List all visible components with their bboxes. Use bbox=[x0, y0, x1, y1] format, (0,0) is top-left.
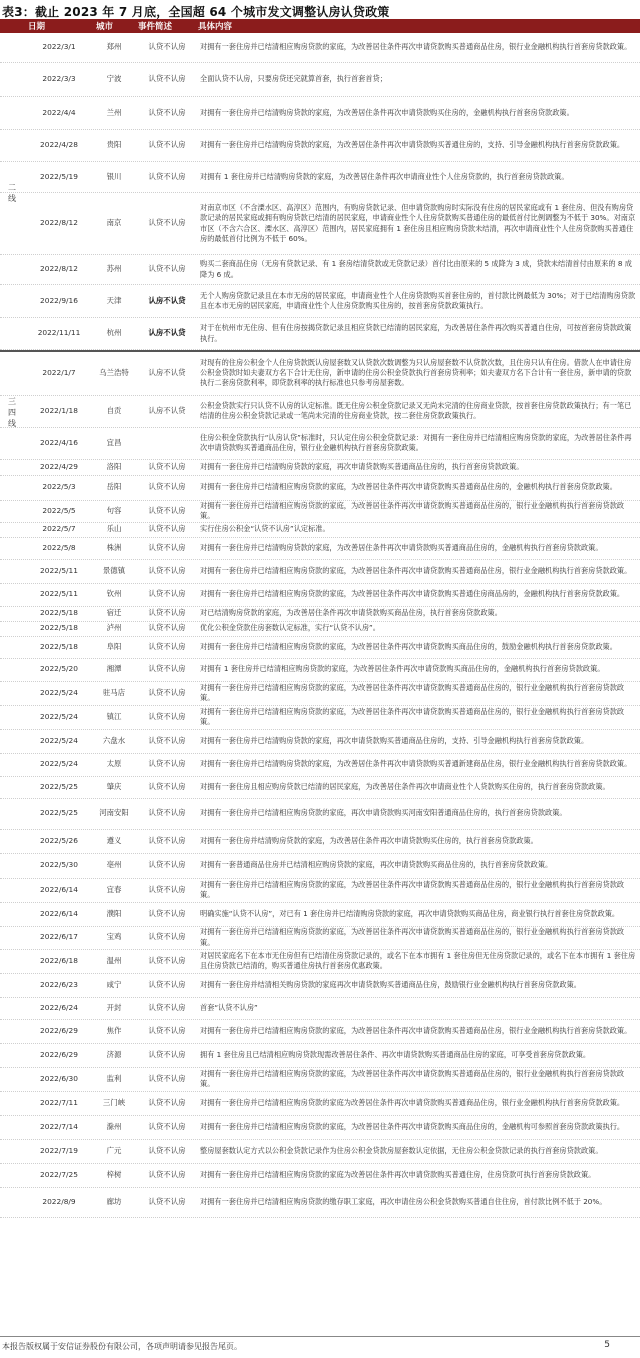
date-cell: 2022/5/8 bbox=[42, 542, 76, 552]
table-row bbox=[0, 501, 640, 523]
city-cell: 银川 bbox=[106, 171, 122, 181]
table-row bbox=[0, 730, 640, 754]
desc-cell: 对拥有一套住房并已结清相应购房贷款的家庭，为改善居住条件再次申请贷款购买普通商品住房，银行业金融机构执行首套房贷款政策。 bbox=[200, 42, 632, 52]
desc-cell: 对拥有一套住房并结清相关购房贷款的家庭再次申请贷款购买普通商品住房，鼓励银行业金融机构执行首套房贷款政策。 bbox=[200, 979, 581, 989]
desc-cell: 全面认贷不认房，只要房贷还完就算首套，执行首套首贷； bbox=[200, 74, 387, 84]
date-cell: 2022/4/16 bbox=[40, 437, 78, 447]
table-row bbox=[0, 754, 640, 777]
tier34-group-a bbox=[0, 352, 640, 460]
table-row bbox=[0, 974, 640, 998]
date-cell: 2022/5/18 bbox=[40, 608, 78, 618]
table-row bbox=[0, 682, 640, 706]
city-cell: 焦作 bbox=[106, 1025, 122, 1035]
table-row bbox=[0, 476, 640, 501]
table-row bbox=[0, 560, 640, 584]
date-cell: 2022/5/19 bbox=[40, 171, 78, 181]
event-cell: 认贷不认房 bbox=[148, 542, 186, 552]
desc-cell: 对居民家庭名下在本市无住房但有已结清住房贷款记录的，或名下在本市拥有 1 套住房但无住房贷款记录的，或名下在本市拥有 1 套住房且住房贷款已结清的，购买普通住房执行首套房优惠政策。 bbox=[200, 950, 636, 971]
date-cell: 2022/5/26 bbox=[40, 835, 78, 845]
city-cell: 乐山 bbox=[106, 524, 122, 534]
tier34-group-b bbox=[0, 460, 640, 1218]
city-cell: 贵阳 bbox=[106, 140, 122, 150]
date-cell: 2022/6/23 bbox=[40, 979, 78, 989]
city-cell: 杭州 bbox=[106, 328, 122, 338]
date-cell: 2022/1/7 bbox=[42, 367, 76, 377]
desc-cell: 优化公积金贷款住房套数认定标准，实行“认贷不认房”。 bbox=[200, 623, 380, 633]
table-row bbox=[0, 193, 640, 255]
date-cell: 2022/4/4 bbox=[42, 107, 76, 117]
city-cell: 湘潭 bbox=[106, 664, 122, 674]
date-cell: 2022/8/12 bbox=[40, 264, 78, 274]
date-cell: 2022/1/18 bbox=[40, 405, 78, 415]
event-cell: 认贷不认房 bbox=[148, 1145, 186, 1155]
date-cell: 2022/5/11 bbox=[40, 589, 78, 599]
event-cell: 认贷不认房 bbox=[148, 565, 186, 575]
page-number: 5 bbox=[604, 1340, 610, 1350]
event-cell: 认贷不认房 bbox=[148, 42, 186, 52]
table-row bbox=[0, 998, 640, 1020]
desc-cell: 购买二套商品住房（无房有贷款记录、有 1 套房结清贷款或无贷款记录）首付比由原来的 5 成降为 3 成，贷款未结清首付由原来的 8 成降为 6 成。 bbox=[200, 259, 632, 279]
table-row bbox=[0, 318, 640, 350]
date-cell: 2022/5/24 bbox=[40, 759, 78, 769]
date-cell: 2022/5/24 bbox=[40, 711, 78, 721]
desc-cell: 对拥有一套住房并已结清相应购房贷款的家庭，为改善居住条件再次申请贷款购买普通商品住房的，银行业金融机构执行首套房贷款政策。 bbox=[200, 1068, 625, 1089]
table-body bbox=[0, 33, 640, 1330]
event-cell: 认房不认贷 bbox=[148, 405, 186, 415]
event-cell: 认贷不认房 bbox=[148, 1002, 186, 1012]
city-cell: 广元 bbox=[106, 1145, 122, 1155]
col-header-date: 日期 bbox=[28, 22, 46, 32]
event-cell: 认贷不认房 bbox=[148, 711, 186, 721]
date-cell: 2022/5/11 bbox=[40, 565, 78, 575]
date-cell: 2022/6/29 bbox=[40, 1025, 78, 1035]
city-cell: 苏州 bbox=[106, 264, 122, 274]
city-cell: 镇江 bbox=[106, 711, 122, 721]
event-cell: 认贷不认房 bbox=[148, 608, 186, 618]
city-cell: 驻马店 bbox=[102, 687, 126, 697]
city-cell: 乌兰浩特 bbox=[99, 367, 129, 377]
table-header bbox=[0, 19, 640, 33]
desc-cell: 对现有的住房公积金个人住房贷款既认房屋套数又认贷款次数调整为只认房屋套数不认贷款次数，且住房只认有住房。借款人在申请住房公积金贷款时如夫妻双方名下合计无住房，新申请的住房公积金贷款执行首套房贷利率；如夫妻双方名下合计有一套住房，新申请的贷款执行二套房贷款利率，即贷款利率的执行标准也只参考房屋套数。 bbox=[200, 357, 632, 388]
table-row bbox=[0, 255, 640, 285]
city-cell: 郑州 bbox=[106, 42, 122, 52]
desc-cell: 明确实施“认贷不认房”，对已有 1 套住房并已结清购房贷款的家庭，再次申请贷款购买商品住房，商业银行执行首套住房贷款政策。 bbox=[200, 908, 620, 918]
date-cell: 2022/6/18 bbox=[40, 955, 78, 965]
city-cell: 兰州 bbox=[106, 107, 122, 117]
table-row bbox=[0, 799, 640, 830]
table-row bbox=[0, 706, 640, 730]
table-row bbox=[0, 903, 640, 927]
event-cell: 认贷不认房 bbox=[148, 482, 186, 492]
city-cell: 宜昌 bbox=[106, 437, 122, 447]
table-row bbox=[0, 584, 640, 607]
date-cell: 2022/5/3 bbox=[42, 482, 76, 492]
date-cell: 2022/5/30 bbox=[40, 860, 78, 870]
city-cell: 六盘水 bbox=[102, 735, 126, 745]
desc-cell: 对拥有一套住房并已结清购房贷款的家庭，再次申请贷款购买普通商品住房的，执行首套房贷款政策。 bbox=[200, 461, 524, 471]
event-cell: 认贷不认房 bbox=[148, 218, 186, 228]
table-row bbox=[0, 607, 640, 622]
event-cell: 认贷不认房 bbox=[148, 1169, 186, 1179]
date-cell: 2022/5/7 bbox=[42, 524, 76, 534]
table-row bbox=[0, 460, 640, 476]
table-row bbox=[0, 1116, 640, 1140]
date-cell: 2022/5/18 bbox=[40, 623, 78, 633]
desc-cell: 对拥有一套住房并已结清购房贷款的家庭，再次申请贷款购买普通商品住房的，支持、引导金融机构执行首套房贷款政策。 bbox=[200, 735, 589, 745]
event-cell: 认贷不认房 bbox=[148, 641, 186, 651]
desc-cell: 首套“认贷不认房” bbox=[200, 1002, 258, 1012]
table-row bbox=[0, 622, 640, 637]
city-cell: 肇庆 bbox=[106, 781, 122, 791]
event-cell: 认贷不认房 bbox=[148, 781, 186, 791]
city-cell: 温州 bbox=[106, 955, 122, 965]
city-cell: 景德镇 bbox=[102, 565, 126, 575]
event-cell: 认贷不认房 bbox=[148, 264, 186, 274]
desc-cell: 住房公积金贷款执行“认房认贷”标准时，只认定住房公积金贷款记录：对拥有一套住房并已结清相应购房贷款的家庭，为改善居住条件再次申请贷款购买普通商品住房，银行业金融机构执行首套房贷款政策。 bbox=[200, 432, 632, 453]
date-cell: 2022/6/30 bbox=[40, 1073, 78, 1083]
city-cell: 宁波 bbox=[106, 74, 122, 84]
table-row bbox=[0, 523, 640, 538]
desc-cell: 实行住房公积金“认贷不认房”认定标准。 bbox=[200, 524, 330, 534]
date-cell: 2022/6/17 bbox=[40, 932, 78, 942]
table-row bbox=[0, 33, 640, 63]
desc-cell: 对拥有 1 套住房并已结清购房贷款的家庭，为改善居住条件再次申请商业性个人住房贷款的，执行首套房贷款政策。 bbox=[200, 171, 569, 181]
date-cell: 2022/5/5 bbox=[42, 505, 76, 515]
desc-cell: 对拥有一套住房并已结清相应购房贷款的家庭，为改善居住条件再次申请贷款购买普通商品住房的，银行业金融机构执行首套房贷款政策。 bbox=[200, 500, 625, 521]
desc-cell: 对拥有一套住房并已结清购房贷款的家庭，为改善居住条件再次申请贷款购买普通新建商品住房，银行业金融机构执行首套房贷款政策。 bbox=[200, 759, 632, 769]
table-row bbox=[0, 1044, 640, 1068]
event-cell: 认贷不认房 bbox=[148, 955, 186, 965]
desc-cell: 对南京市区（不含溧水区、高淳区）范围内，有购房贷款记录、但申请贷款购房时实际没有住房的居民家庭或有 1 套住房、但没有购房贷款记录的居民家庭或拥有购房贷款已结清的居民家庭，申请商业性个人住房贷款购买普通住房的最低首付比例调整为不低于 30%。对南京市区（不含六合区、溧水区、高淳区）范围内，居民家庭拥有 1 套住房且相应购房贷款未结清，再次申请商业性个人住房贷款购买普通住房的最低首付比例为不低于 60%。 bbox=[200, 203, 636, 243]
city-cell: 句容 bbox=[106, 505, 122, 515]
event-cell: 认贷不认房 bbox=[148, 1025, 186, 1035]
city-cell: 遵义 bbox=[106, 835, 122, 845]
table-row bbox=[0, 428, 640, 460]
event-cell: 认贷不认房 bbox=[148, 1097, 186, 1107]
desc-cell: 对拥有一套住房并结清购房贷款的家庭，为改善居住条件再次申请贷款购买住房的，执行首套房贷款政策。 bbox=[200, 835, 538, 845]
desc-cell: 拥有 1 套住房且已结清相应购房贷款现需改善居住条件、再次申请贷款购买普通商品住房的家庭，可享受首套房贷款政策。 bbox=[200, 1049, 591, 1059]
table-row bbox=[0, 637, 640, 659]
city-cell: 亳州 bbox=[106, 860, 122, 870]
desc-cell: 对拥有一套住房并已结清购房贷款的家庭，为改善居住条件再次申请贷款购买普通住房的，支持、引导金融机构执行首套房贷款政策。 bbox=[200, 140, 625, 150]
event-cell: 认贷不认房 bbox=[148, 884, 186, 894]
city-cell: 宝鸡 bbox=[106, 932, 122, 942]
table-row bbox=[0, 97, 640, 130]
desc-cell: 对拥有一套住房且相应购房贷款已结清的居民家庭，为改善居住条件再次申请商业性个人贷款购买住房的，执行首套房贷款政策。 bbox=[200, 781, 610, 791]
city-cell: 梓树 bbox=[106, 1169, 122, 1179]
event-cell: 认贷不认房 bbox=[148, 461, 186, 471]
city-cell: 济源 bbox=[106, 1049, 122, 1059]
event-cell: 认贷不认房 bbox=[148, 505, 186, 515]
date-cell: 2022/11/11 bbox=[37, 328, 81, 338]
desc-cell: 对拥有一套住房并已结清相应购房贷款的家庭为改善居住条件再次申请贷款购买普通住房，住房贷款可执行首套房贷款政策。 bbox=[200, 1169, 596, 1179]
table-row bbox=[0, 1068, 640, 1092]
table-row bbox=[0, 63, 640, 97]
table-row bbox=[0, 396, 640, 428]
table-title: 表3：截止 2023 年 7 月底，全国超 64 个城市发文调整认房认贷政策 bbox=[2, 5, 390, 19]
date-cell: 2022/5/24 bbox=[40, 687, 78, 697]
event-cell: 认贷不认房 bbox=[148, 1049, 186, 1059]
table-row bbox=[0, 162, 640, 193]
event-cell: 认贷不认房 bbox=[148, 687, 186, 697]
desc-cell: 对拥有一套住房并已结清相应购房贷款的家庭，为改善居住条件再次申请贷款购买普通商品住房的，金融机构执行首套房贷款政策。 bbox=[200, 482, 617, 492]
city-cell: 河南安阳 bbox=[99, 808, 129, 818]
city-cell: 钦州 bbox=[106, 589, 122, 599]
city-cell: 洛阳 bbox=[106, 461, 122, 471]
event-cell: 认房不认贷 bbox=[148, 328, 186, 338]
date-cell: 2022/5/18 bbox=[40, 641, 78, 651]
table-row bbox=[0, 285, 640, 318]
event-cell: 认贷不认房 bbox=[148, 860, 186, 870]
event-cell: 认贷不认房 bbox=[148, 908, 186, 918]
desc-cell: 对拥有一套住房并已结清相应购房贷款的家庭，为改善居住条件再次申请贷款购买商品住房的，金融机构可参照首套房贷款政策执行。 bbox=[200, 1121, 625, 1131]
table-row bbox=[0, 854, 640, 879]
desc-cell: 对拥有一套住房并已结清相应购房贷款的家庭，为改善居住条件再次申请贷款购买普通商品住房的，银行业金融机构执行首套房贷款政策。 bbox=[200, 706, 625, 727]
desc-cell: 对拥有一套住房并已结清购房贷款的家庭，为改善居住条件再次申请贷款购买普通商品住房的，金融机构执行首套房贷款政策。 bbox=[200, 542, 603, 552]
desc-cell: 对拥有一套住房并已结清相应购房贷款的家庭，再次申请贷款购买河南安阳普通商品住房的，执行首套房贷款政策。 bbox=[200, 808, 567, 818]
table-row bbox=[0, 1020, 640, 1044]
col-header-desc: 具体内容 bbox=[198, 22, 233, 32]
city-cell: 太原 bbox=[106, 759, 122, 769]
city-cell: 天津 bbox=[106, 295, 122, 305]
desc-cell: 对拥有一套住房并已结清相应购房贷款的家庭，为改善居住条件再次申请贷款购买普通商品住房，银行业金融机构执行首套房贷款政策。 bbox=[200, 1025, 632, 1035]
city-cell: 宜春 bbox=[106, 884, 122, 894]
date-cell: 2022/4/28 bbox=[40, 140, 78, 150]
event-cell: 认贷不认房 bbox=[148, 1196, 186, 1206]
tier2-group bbox=[0, 33, 640, 350]
table-row bbox=[0, 1188, 640, 1218]
event-cell: 认房不认贷 bbox=[148, 295, 186, 305]
table-row bbox=[0, 538, 640, 560]
date-cell: 2022/9/16 bbox=[40, 295, 78, 305]
desc-cell: 无个人购房贷款记录且在本市无房的居民家庭，申请商业性个人住房贷款购买首套住房的，首付款比例最低为 30%；对于已结清购房贷款且在本市无房的居民家庭，申请商业性个人住房贷款购买住房的，按首套房贷款政策执行。 bbox=[200, 290, 636, 310]
event-cell: 认贷不认房 bbox=[148, 1121, 186, 1131]
desc-cell: 对拥有 1 套住房并已结清相应购房贷款的家庭，为改善居住条件再次申请贷款购买商品住房的，金融机构执行首套房贷款政策。 bbox=[200, 664, 605, 674]
date-cell: 2022/5/25 bbox=[40, 808, 78, 818]
event-cell: 认贷不认房 bbox=[148, 623, 186, 633]
table-row bbox=[0, 879, 640, 903]
date-cell: 2022/6/14 bbox=[40, 884, 78, 894]
date-cell: 2022/6/14 bbox=[40, 908, 78, 918]
city-cell: 濮阳 bbox=[106, 908, 122, 918]
col-header-city: 城市 bbox=[96, 22, 114, 32]
desc-cell: 对拥有一套住房并已结清相应购房贷款的家庭，为改善居住条件再次申请贷款购买普通住房商品房的，金融机构执行首套房贷款政策。 bbox=[200, 589, 625, 599]
city-cell: 岳阳 bbox=[106, 482, 122, 492]
event-cell: 认贷不认房 bbox=[148, 808, 186, 818]
event-cell: 认贷不认房 bbox=[148, 589, 186, 599]
event-cell: 认贷不认房 bbox=[148, 140, 186, 150]
date-cell: 2022/7/19 bbox=[40, 1145, 78, 1155]
city-cell: 南京 bbox=[106, 218, 122, 228]
city-cell: 滁州 bbox=[106, 1121, 122, 1131]
table-row bbox=[0, 130, 640, 162]
event-cell: 认贷不认房 bbox=[148, 735, 186, 745]
table-row bbox=[0, 927, 640, 950]
city-cell: 监利 bbox=[106, 1073, 122, 1083]
footer-disclaimer: 本报告版权属于安信证券股份有限公司，各项声明请参见报告尾页。 bbox=[2, 1342, 242, 1351]
col-header-event: 事件简述 bbox=[138, 22, 173, 32]
desc-cell: 对拥有一套住房并已结清相应购房贷款的缴存职工家庭，再次申请住房公积金贷款购买普通自住住房，首付款比例不低于 20%。 bbox=[200, 1196, 607, 1206]
city-cell: 泸州 bbox=[106, 623, 122, 633]
city-cell: 开封 bbox=[106, 1002, 122, 1012]
city-cell: 咸宁 bbox=[106, 979, 122, 989]
desc-cell: 对拥有一套住房并已结清相应购房贷款的家庭，为改善居住条件再次申请贷款购买商品住房的，鼓励金融机构执行首套房贷款政策。 bbox=[200, 641, 617, 651]
city-cell: 三门峡 bbox=[102, 1097, 126, 1107]
date-cell: 2022/7/14 bbox=[40, 1121, 78, 1131]
date-cell: 2022/8/12 bbox=[40, 218, 78, 228]
table-row bbox=[0, 1140, 640, 1164]
event-cell: 认贷不认房 bbox=[148, 1073, 186, 1083]
event-cell: 认贷不认房 bbox=[148, 74, 186, 84]
date-cell: 2022/5/24 bbox=[40, 735, 78, 745]
city-cell: 廊坊 bbox=[106, 1196, 122, 1206]
desc-cell: 对已结清购房贷款的家庭，为改善居住条件再次申请贷款购买商品住房，执行首套房贷款政策。 bbox=[200, 608, 502, 618]
desc-cell: 公积金贷款实行只认贷不认房的认定标准。既无住房公积金贷款记录又无尚未完清的住房商业贷款，按首套住房贷款政策执行；有一笔已结清的住房公积金贷款记录或一笔尚未完清的住房商业贷款，按二套住房贷款政策执行。 bbox=[200, 400, 632, 421]
city-cell: 宿迁 bbox=[106, 608, 122, 618]
tier-label: 三 四 线 bbox=[8, 396, 16, 428]
event-cell: 认贷不认房 bbox=[148, 171, 186, 181]
table-row bbox=[0, 777, 640, 799]
desc-cell: 对拥有一套住房并已结清相应购房贷款的家庭，为改善居住条件再次申请贷款购买普通商品住房的，银行业金融机构执行首套房贷款政策。 bbox=[200, 927, 625, 947]
date-cell: 2022/7/11 bbox=[40, 1097, 78, 1107]
desc-cell: 对拥有一套住房并已结清购房贷款的家庭，为改善居住条件再次申请贷款购买住房的，金融机构执行首套房贷款政策。 bbox=[200, 107, 574, 117]
event-cell: 认房不认贷 bbox=[148, 367, 186, 377]
desc-cell: 对拥有一套普通商品住房并已结清相应购房贷款的家庭，再次申请贷款购买商品住房的，执行首套房贷款政策。 bbox=[200, 860, 553, 870]
table-row bbox=[0, 950, 640, 974]
event-cell: 认贷不认房 bbox=[148, 759, 186, 769]
event-cell: 认贷不认房 bbox=[148, 932, 186, 942]
city-cell: 自贡 bbox=[106, 405, 122, 415]
desc-cell: 对拥有一套住房并已结清相应购房贷款的家庭为改善居住条件再次申请贷款购买普通商品住房，银行业金融机构执行首套房贷款政策。 bbox=[200, 1097, 625, 1107]
date-cell: 2022/6/29 bbox=[40, 1049, 78, 1059]
table-row bbox=[0, 1164, 640, 1188]
table-row bbox=[0, 659, 640, 682]
desc-cell: 对拥有一套住房并已结清相应购房贷款的家庭，为改善居住条件再次申请贷款购买普通商品住房的，银行业金融机构执行首套房贷款政策。 bbox=[200, 682, 625, 703]
city-cell: 阜阳 bbox=[106, 641, 122, 651]
table-row bbox=[0, 830, 640, 854]
date-cell: 2022/8/9 bbox=[42, 1196, 76, 1206]
date-cell: 2022/7/25 bbox=[40, 1169, 78, 1179]
page-footer bbox=[0, 1336, 640, 1351]
date-cell: 2022/5/20 bbox=[40, 664, 78, 674]
date-cell: 2022/3/1 bbox=[42, 42, 76, 52]
table-row bbox=[0, 352, 640, 396]
desc-cell: 对拥有一套住房并已结清相应购房贷款的家庭，为改善居住条件再次申请贷款购买普通商品住房的，银行业金融机构执行首套房贷款政策。 bbox=[200, 879, 625, 900]
event-cell: 认贷不认房 bbox=[148, 107, 186, 117]
table-row bbox=[0, 1092, 640, 1116]
date-cell: 2022/4/29 bbox=[40, 461, 78, 471]
event-cell: 认贷不认房 bbox=[148, 524, 186, 534]
desc-cell: 对于在杭州市无住房、但有住房按揭贷款记录且相应贷款已结清的居民家庭，为改善居住条件再次购买普通自住房，可按首套房贷款政策执行。 bbox=[200, 323, 632, 343]
desc-cell: 整房屋套数认定方式以公积金贷款记录作为住房公积金贷款房屋套数认定依据，无住房公积金贷款记录的执行首套房贷款政策。 bbox=[200, 1145, 603, 1155]
desc-cell: 对拥有一套住房并已结清相应购房贷款的家庭，为改善居住条件再次申请贷款购买普通商品住房，银行业金融机构执行首套房贷款政策。 bbox=[200, 565, 632, 575]
date-cell: 2022/6/24 bbox=[40, 1002, 78, 1012]
tier-label: 二 线 bbox=[8, 182, 16, 203]
date-cell: 2022/5/25 bbox=[40, 781, 78, 791]
date-cell: 2022/3/3 bbox=[42, 74, 76, 84]
event-cell: 认贷不认房 bbox=[148, 835, 186, 845]
city-cell: 株洲 bbox=[106, 542, 122, 552]
event-cell: 认贷不认房 bbox=[148, 664, 186, 674]
event-cell: 认贷不认房 bbox=[148, 979, 186, 989]
